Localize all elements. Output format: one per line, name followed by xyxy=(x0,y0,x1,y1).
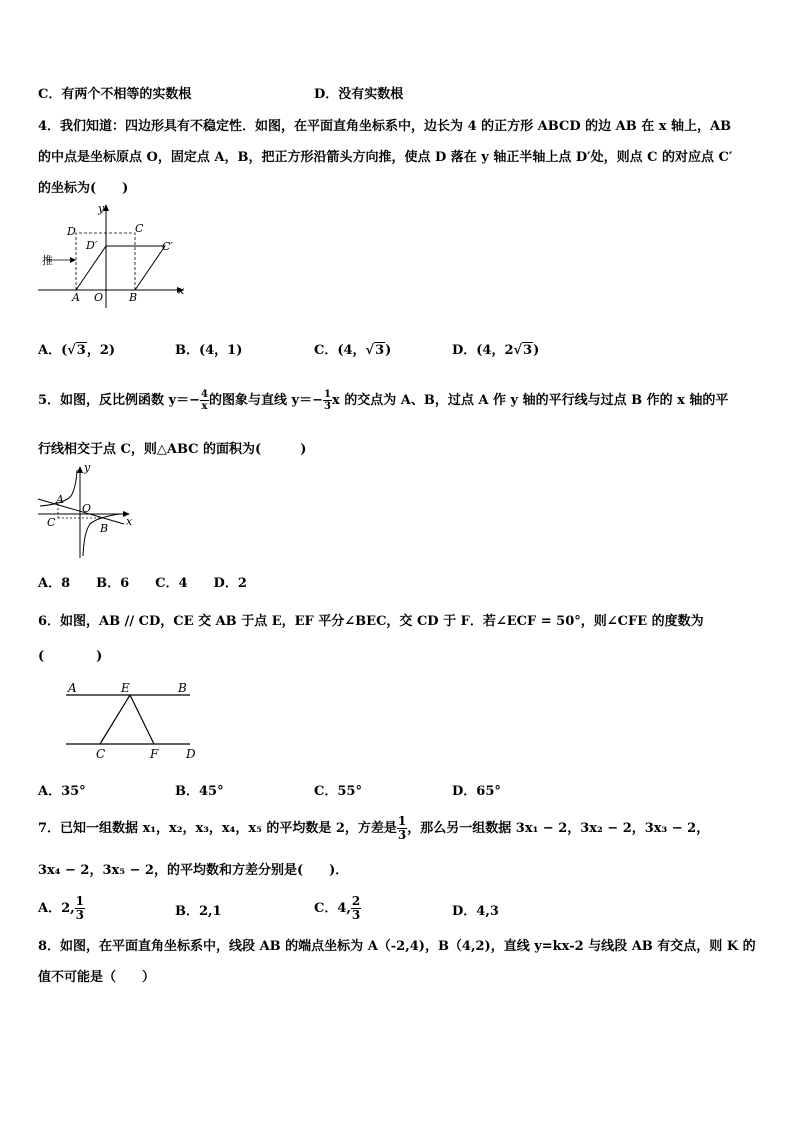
svg-text:B: B xyxy=(100,522,109,535)
q8-text-line2: 值不可能是（ ） xyxy=(38,970,156,985)
q5-text-line2: 行线相交于点 C，则△ABC 的面积为( ) xyxy=(38,442,307,457)
svg-text:C: C xyxy=(47,516,56,529)
q6-figure xyxy=(60,678,210,764)
svg-text:F: F xyxy=(150,747,159,761)
q4-option-b: B．(4，1) xyxy=(175,343,243,358)
svg-text:O: O xyxy=(82,502,92,515)
q7-text-line2: 3x₄ − 2，3x₅ − 2，的平均数和方差分别是( )． xyxy=(38,863,349,878)
svg-text:A: A xyxy=(56,493,64,506)
q3-option-d: D．没有实数根 xyxy=(314,87,404,102)
q4-text-line2: 的中点是坐标原点 O，固定点 A，B，把正方形沿箭头方向推，使点 D 落在 y 轴正半轴上点 D′处，则点 C 的对应点 C′ xyxy=(38,150,733,165)
q7-text-line1: 7．已知一组数据 x₁，x₂，x₃，x₄，x₅ 的平均数是 2，方差是 $\frac{1}{3}$ ，那么另一组数据 3x₁ − 2，3x₂ − 2，3x₃ − 2， xyxy=(38,814,710,842)
svg-text:D: D xyxy=(186,747,196,761)
svg-text:y: y xyxy=(98,202,105,215)
svg-text:A: A xyxy=(72,291,80,304)
q6-option-b: B．45° xyxy=(175,784,224,799)
q4-option-d: D．(4，2√3) xyxy=(452,343,540,358)
q3-option-c: C．有两个不相等的实数根 xyxy=(38,87,192,102)
q4-option-c: C．(4，√3) xyxy=(314,343,392,358)
svg-text:A: A xyxy=(68,681,77,695)
q6-text-line1: 6．如图，AB // CD，CE 交 AB 于点 E，EF 平分∠BEC，交 CD 于 F．若∠ECF = 50°，则∠CFE 的度数为 xyxy=(38,614,704,629)
svg-text:y: y xyxy=(84,461,91,474)
svg-text:B: B xyxy=(129,291,138,304)
svg-text:x: x xyxy=(126,515,133,528)
q6-option-a: A．35° xyxy=(38,784,86,799)
q7-option-d: D．4,3 xyxy=(452,904,499,919)
q7-option-c: C．4, $\frac{2}{3}$ xyxy=(314,894,361,922)
q4-text-line1: 4．我们知道：四边形具有不稳定性．如图，在平面直角坐标系中，边长为 4 的正方形 ABCD 的边 AB 在 x 轴上，AB xyxy=(38,119,732,134)
q6-text-line2: ( ) xyxy=(38,649,103,664)
q8-text-line1: 8．如图，在平面直角坐标系中，线段 AB 的端点坐标为 A（-2,4)，B（4,2)，直线 y=kx-2 与线段 AB 有交点，则 K 的 xyxy=(38,939,756,954)
q5-text-line1: 5．如图，反比例函数 y＝− $\frac{4}{x}$ 的图象与直线 y＝− $\frac{1}{3}$ x 的交点为 A、B，过点 A 作 y 轴的平行线与过点 B 作的 x 轴的平 xyxy=(38,389,729,412)
svg-text:x: x xyxy=(178,284,185,297)
svg-text:B: B xyxy=(178,681,187,695)
q5-options: A．8 B．6 C．4 D．2 xyxy=(38,576,247,591)
q4-text-line3: 的坐标为( ) xyxy=(38,181,129,196)
svg-text:E: E xyxy=(121,681,130,695)
q5-figure xyxy=(38,462,138,562)
svg-text:O: O xyxy=(94,291,104,304)
svg-text:C′: C′ xyxy=(162,240,173,253)
q4-figure xyxy=(38,200,198,310)
svg-text:C: C xyxy=(96,747,106,761)
q6-option-c: C．55° xyxy=(314,784,362,799)
svg-text:C: C xyxy=(135,222,144,235)
q7-option-a: A．2, $\frac{1}{3}$ xyxy=(38,894,85,922)
q6-option-d: D．65° xyxy=(452,784,501,799)
svg-text:推: 推 xyxy=(42,254,53,267)
q4-option-a: A．(√3，2) xyxy=(38,343,116,358)
q7-option-b: B．2,1 xyxy=(175,904,222,919)
svg-text:D: D xyxy=(67,225,76,238)
svg-text:D′: D′ xyxy=(86,239,98,252)
